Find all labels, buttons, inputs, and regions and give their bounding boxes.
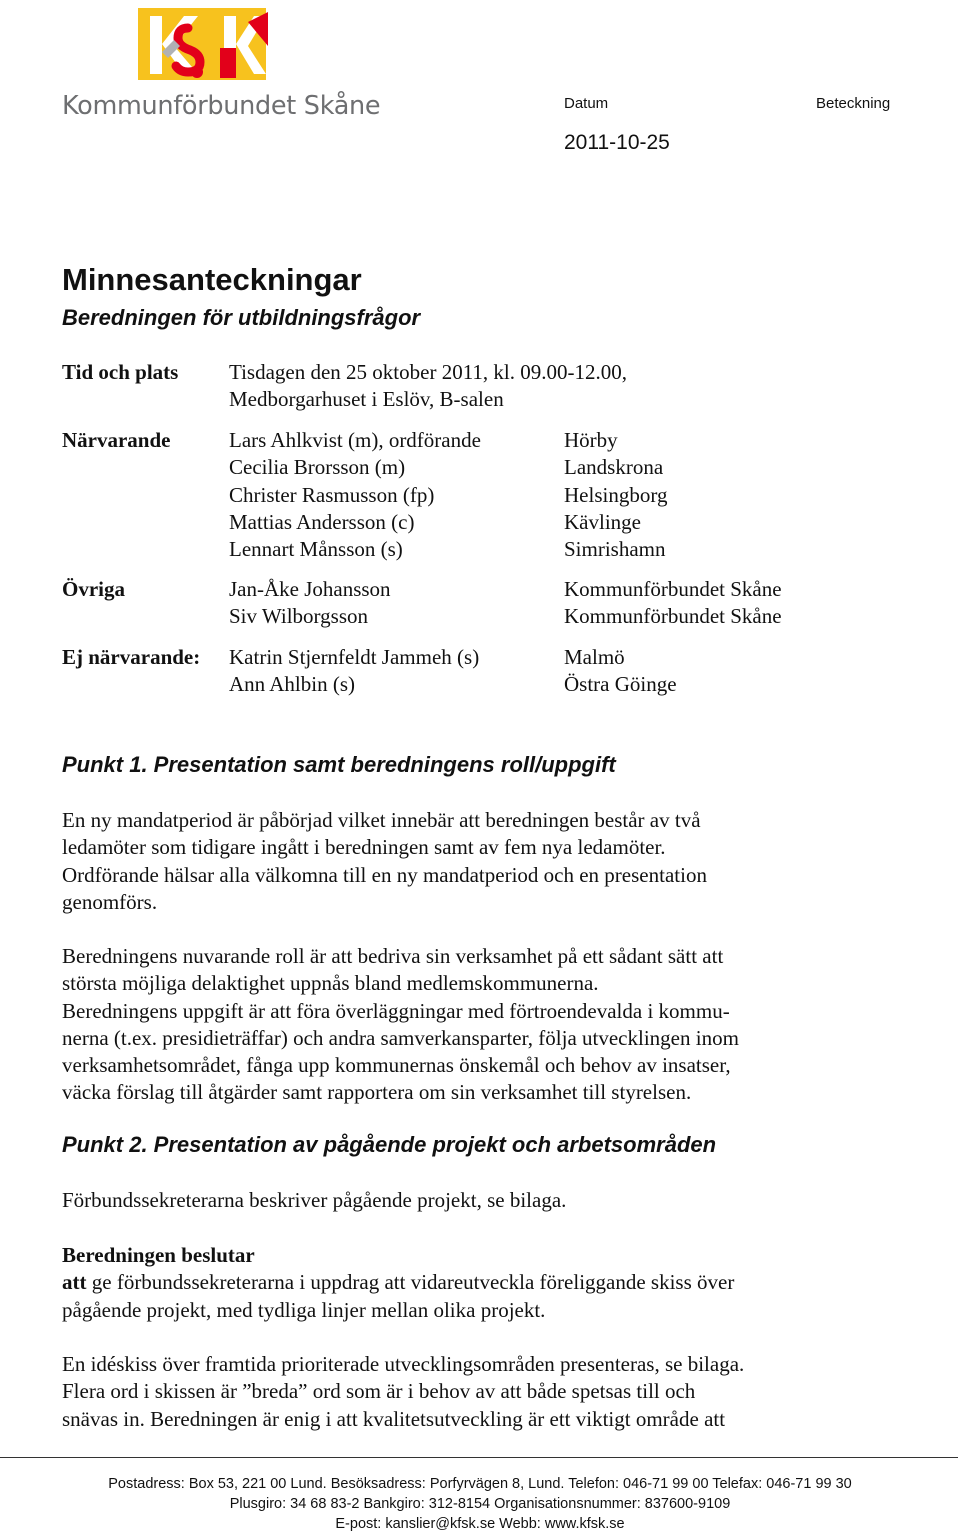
ovriga-names [229, 576, 391, 631]
attendee-name: Lennart Månsson (s) [229, 537, 403, 562]
beslut-line-1 [62, 1269, 922, 1296]
tid-och-plats-value [229, 359, 627, 414]
ovriga-row [62, 576, 942, 632]
attendee-place: Landskrona [564, 455, 664, 480]
datum-label: Datum [564, 95, 609, 112]
beslut-text: ge förbundssekreterarna i uppdrag att vidareutveckla föreliggande skiss över [86, 1270, 735, 1295]
attendee-place: Helsingborg [564, 482, 668, 507]
beslut-heading: Beredningen beslutar [62, 1243, 255, 1267]
attendee-place: Simrishamn [564, 537, 666, 562]
text-line: nerna (t.ex. presidieträffar) och andra samverkansparter, följa utvecklingen inom [62, 1025, 739, 1050]
punkt-2-paragraph-1 [62, 1187, 922, 1214]
text-line: väcka förslag till åtgärder samt rapportera om sin verksamhet till styrelsen. [62, 1080, 692, 1105]
tid-och-plats-row [62, 359, 942, 415]
attendee-place: Kommunförbundet Skåne [564, 604, 782, 629]
tid-och-plats-label: Tid och plats [62, 360, 179, 384]
logo [60, 6, 381, 121]
attendee-place: Kävlinge [564, 509, 641, 534]
punkt-2-heading: Punkt 2. Presentation av pågående projekt och arbetsområden [62, 1132, 717, 1157]
attendee-name: Jan-Åke Johansson [229, 577, 391, 601]
text-line: ledamöter som tidigare ingått i beredningen samt av fem nya ledamöter. [62, 835, 666, 860]
narvarande-names [229, 427, 481, 563]
beslut-block [62, 1242, 922, 1324]
absent-place: Malmö [564, 645, 625, 669]
punkt-1-paragraph-1 [62, 807, 922, 916]
ksk-logo-mark [60, 6, 280, 88]
punkt-1-paragraph-2 [62, 943, 922, 1107]
text-line: genomförs. [62, 889, 158, 914]
absent-name: Ann Ahlbin (s) [229, 672, 355, 697]
ej-narvarande-label: Ej närvarande: [62, 645, 201, 669]
text-line: Beredningens uppgift är att föra överläggningar med förtroendevalda i kommu- [62, 998, 730, 1023]
text-line: En ny mandatperiod är påbörjad vilket innebär att beredningen består av två [62, 808, 701, 832]
attendee-name: Mattias Andersson (c) [229, 509, 415, 534]
page-subtitle: Beredningen för utbildningsfrågor [62, 305, 421, 330]
attendee-name: Siv Wilborgsson [229, 604, 368, 629]
text-line: Ordförande hälsar alla välkomna till en ny mandatperiod och en presentation [62, 862, 707, 887]
narvarande-places [564, 427, 667, 563]
logo-text: Kommunförbundet Skåne [62, 91, 381, 121]
page-title: Minnesanteckningar [62, 262, 362, 297]
attendee-place: Kommunförbundet Skåne [564, 577, 782, 601]
footer-address: Postadress: Box 53, 221 00 Lund. Besöksadress: Porfyrvägen 8, Lund. Telefon: 046-71 99 00 Telefax: 046-71 99 30 [108, 1476, 852, 1492]
footer-divider [0, 1457, 958, 1458]
punkt-1-heading: Punkt 1. Presentation samt beredningens roll/uppgift [62, 752, 616, 777]
ej-narvarande-row [62, 644, 942, 700]
beslut-att: att [62, 1270, 87, 1295]
tid-line: Tisdagen den 25 oktober 2011, kl. 09.00-12.00, [229, 360, 628, 384]
beslut-line-2: pågående projekt, med tydliga linjer mellan olika projekt. [62, 1297, 546, 1322]
datum-value: 2011-10-25 [564, 131, 670, 154]
text-line: Förbundssekreterarna beskriver pågående projekt, se bilaga. [62, 1188, 567, 1212]
ovriga-places [564, 576, 782, 631]
text-line: största möjliga delaktighet uppnås bland medlemskommunerna. [62, 971, 599, 996]
ej-narvarande-names [229, 644, 479, 699]
narvarande-row [62, 427, 942, 567]
beteckning-label: Beteckning [816, 95, 891, 112]
absent-place: Östra Göinge [564, 672, 677, 697]
ovriga-label: Övriga [62, 577, 125, 601]
text-line: Beredningens nuvarande roll är att bedriva sin verksamhet på ett sådant sätt att [62, 944, 724, 968]
text-line: verksamhetsområdet, fånga upp kommunernas önskemål och behov av insatser, [62, 1053, 731, 1078]
text-line: En idéskiss över framtida prioriterade utvecklingsområden presenteras, se bilaga. [62, 1352, 745, 1376]
footer-accounts: Plusgiro: 34 68 83-2 Bankgiro: 312-8154 Organisationsnummer: 837600-9109 [229, 1496, 731, 1512]
plats-line: Medborgarhuset i Eslöv, B-salen [229, 387, 504, 412]
attendee-name: Lars Ahlkvist (m), ordförande [229, 428, 481, 452]
punkt-2-paragraph-3 [62, 1351, 922, 1433]
text-line: snävas in. Beredningen är enig i att kvalitetsutveckling är ett viktigt område att [62, 1406, 726, 1431]
absent-name: Katrin Stjernfeldt Jammeh (s) [229, 645, 480, 669]
narvarande-label: Närvarande [62, 428, 171, 452]
text-line: Flera ord i skissen är ”breda” ord som är i behov av att både spetsas till och [62, 1379, 696, 1404]
attendee-place: Hörby [564, 428, 618, 452]
attendee-name: Cecilia Brorsson (m) [229, 455, 406, 480]
attendee-name: Christer Rasmusson (fp) [229, 482, 435, 507]
ej-narvarande-places [564, 644, 677, 699]
footer-contact: E-post: kanslier@kfsk.se Webb: www.kfsk.se [335, 1516, 625, 1532]
